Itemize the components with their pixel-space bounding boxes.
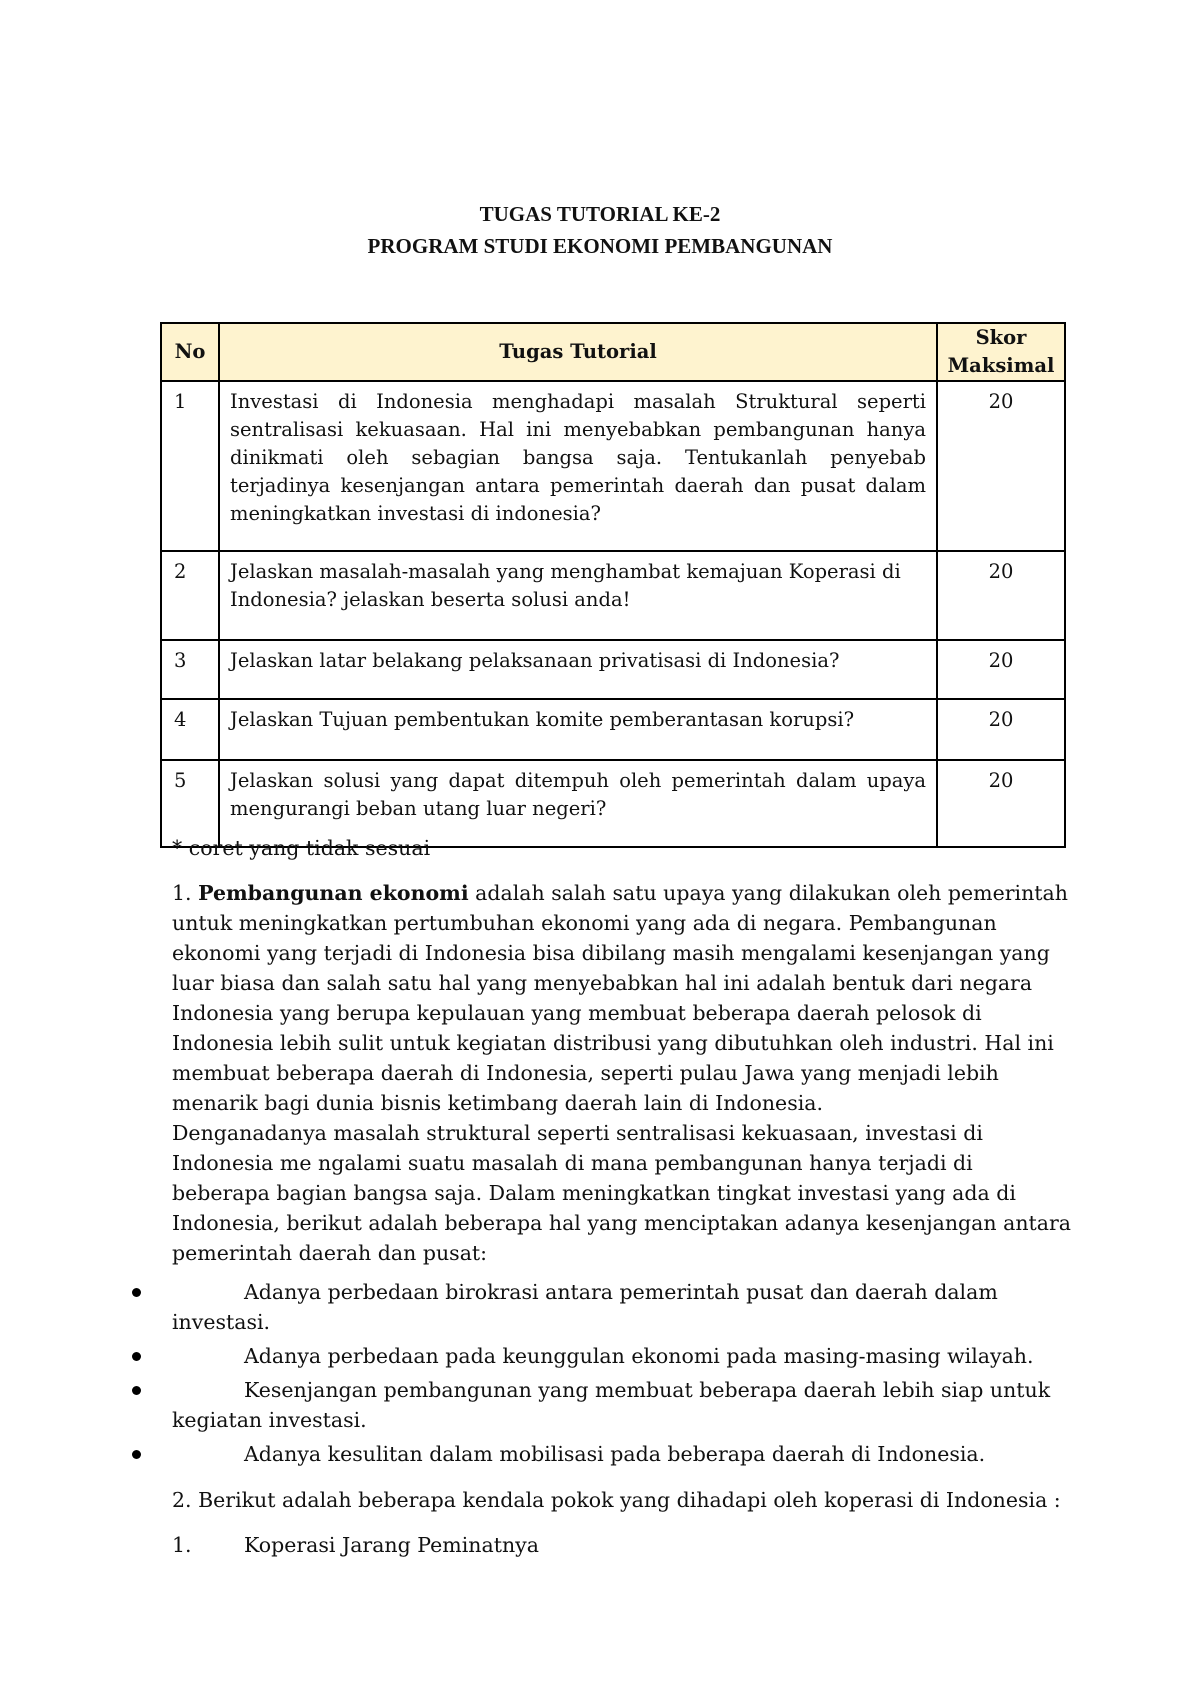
tutorial-task-table xyxy=(160,322,1066,848)
row-score: 20 xyxy=(937,760,1065,847)
list-item-text: Kesenjangan pembangunan yang membuat beberapa daerah lebih siap untuk kegiatan investasi. xyxy=(172,1378,1051,1432)
row-number: 4 xyxy=(161,699,219,760)
row-number: 5 xyxy=(161,760,219,847)
row-score: 20 xyxy=(937,640,1065,699)
list-item xyxy=(0,1277,1200,1337)
header-score xyxy=(937,323,1065,381)
bullet-icon xyxy=(132,1288,141,1297)
table-row xyxy=(161,699,1065,760)
header-task: Tugas Tutorial xyxy=(219,323,937,381)
numbered-list-item xyxy=(172,1530,539,1560)
row-number: 3 xyxy=(161,640,219,699)
row-number: 1 xyxy=(161,381,219,551)
row-task: Jelaskan latar belakang pelaksanaan privatisasi di Indonesia? xyxy=(219,640,937,699)
row-task: Jelaskan masalah-masalah yang menghambat kemajuan Koperasi di Indonesia? jelaskan beserta solusi anda! xyxy=(219,551,937,640)
answer-1-paragraph-1 xyxy=(172,878,1072,1118)
answer-1 xyxy=(172,878,1072,1268)
row-score: 20 xyxy=(937,551,1065,640)
row-score: 20 xyxy=(937,699,1065,760)
bullet-icon xyxy=(132,1450,141,1459)
list-item xyxy=(0,1439,1200,1469)
bullet-icon xyxy=(132,1352,141,1361)
table-footnote: * coret yang tidak sesuai xyxy=(172,836,431,860)
answer-1-bold-term: Pembangunan ekonomi xyxy=(198,881,469,905)
list-item-text: Adanya kesulitan dalam mobilisasi pada beberapa daerah di Indonesia. xyxy=(244,1442,986,1466)
row-score: 20 xyxy=(937,381,1065,551)
table-header-row xyxy=(161,323,1065,381)
answer-1-text: adalah salah satu upaya yang dilakukan oleh pemerintah untuk meningkatkan pertumbuhan ekonomi yang ada di negara. Pembangunan ekonomi yang terjadi di Indonesia bisa dibilang masih mengalami kesenjangan yang luar biasa dan salah satu hal yang menyebabkan hal ini adalah bentuk dari negara Indonesia yang berupa kepulauan yang membuat beberapa daerah pelosok di Indonesia lebih sulit untuk kegiatan distribusi yang dibutuhkan oleh industri. Hal ini membuat beberapa daerah di Indonesia, seperti pulau Jawa yang menjadi lebih menarik bagi dunia bisnis ketimbang daerah lain di Indonesia. xyxy=(172,881,1068,1115)
answer-2-intro: 2. Berikut adalah beberapa kendala pokok yang dihadapi oleh koperasi di Indonesia : xyxy=(172,1488,1061,1512)
table-row xyxy=(161,640,1065,699)
document-title: TUGAS TUTORIAL KE-2 xyxy=(479,202,721,226)
row-task: Jelaskan Tujuan pembentukan komite pemberantasan korupsi? xyxy=(219,699,937,760)
bullet-list xyxy=(0,1277,1200,1473)
list-item xyxy=(0,1375,1200,1435)
answer-1-paragraph-2: Denganadanya masalah struktural seperti sentralisasi kekuasaan, investasi di Indonesia me ngalami suatu masalah di mana pembangunan hanya terjadi di beberapa bagian bangsa saja. Dalam meningkatkan tingkat investasi yang ada di Indonesia, berikut adalah beberapa hal yang menciptakan adanya kesenjangan antara pemerintah daerah dan pusat: xyxy=(172,1121,1072,1265)
row-task: Jelaskan solusi yang dapat ditempuh oleh pemerintah dalam upaya mengurangi beban utang luar negeri? xyxy=(219,760,937,847)
document-subtitle: PROGRAM STUDI EKONOMI PEMBANGUNAN xyxy=(367,234,833,258)
list-item-number: 1. xyxy=(172,1533,192,1557)
list-item-text: Koperasi Jarang Peminatnya xyxy=(244,1533,539,1557)
list-item-text: Adanya perbedaan birokrasi antara pemerintah pusat dan daerah dalam investasi. xyxy=(172,1280,998,1334)
table-row xyxy=(161,381,1065,551)
list-item xyxy=(0,1341,1200,1371)
answer-1-number: 1. xyxy=(172,881,199,905)
header-score-line2: Maksimal xyxy=(947,354,1055,377)
header-no: No xyxy=(161,323,219,381)
row-task: Investasi di Indonesia menghadapi masalah Struktural seperti sentralisasi kekuasaan. Hal ini menyebabkan pembangunan hanya dinikmati oleh sebagian bangsa saja. Tentukanlah penyebab terjadinya kesenjangan antara pemerintah daerah dan pusat dalam meningkatkan investasi di indonesia? xyxy=(219,381,937,551)
bullet-icon xyxy=(132,1386,141,1395)
row-number: 2 xyxy=(161,551,219,640)
table-row xyxy=(161,551,1065,640)
header-score-line1: Skor xyxy=(975,326,1027,349)
list-item-text: Adanya perbedaan pada keunggulan ekonomi pada masing-masing wilayah. xyxy=(244,1344,1034,1368)
